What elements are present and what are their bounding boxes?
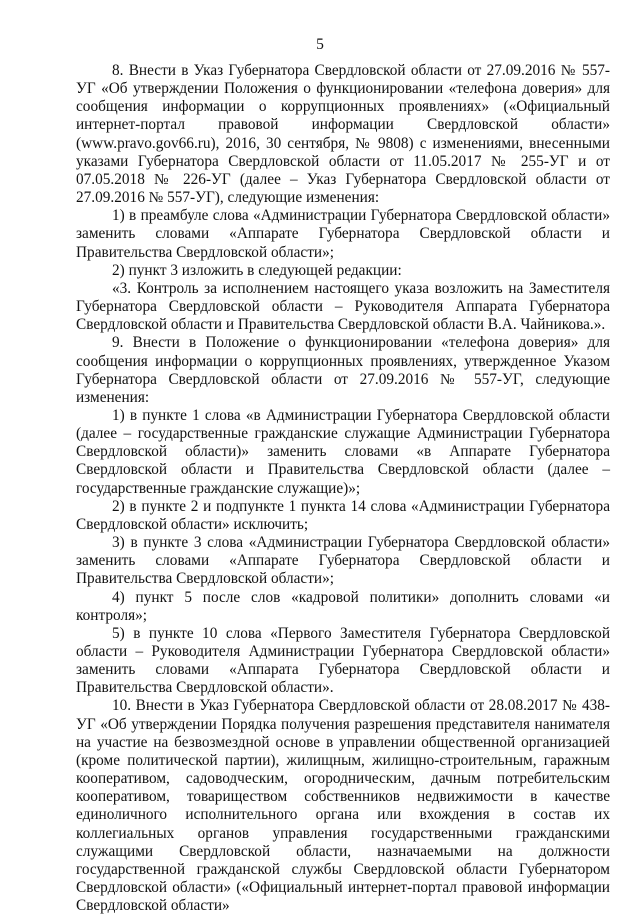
page-number: 5 xyxy=(316,36,324,53)
paragraph-item-10: 10. Внести в Указ Губернатора Свердловской области от 28.08.2017 № 438-УГ «Об утверждении Порядка получения разрешения представителя нанимателя на участие на безвозмездной основе в управлении общественной организацией (кроме политической партии), жилищным, жилищно-строительным, гаражным кооперативом, садоводческим, огородническим, дачным потребительским кооперативом, товариществом собственников недвижимости в качестве единоличного исполнительного органа или вхождения в состав их коллегиальных органов управления государственными гражданскими служащими Свердловской области, назначаемыми на должности государственной гражданской службы Свердловской области Губернатором Свердловской области» («Официальный интернет-портал правовой информации Свердловской области» xyxy=(76,697,610,915)
paragraph-item-9: 9. Внести в Положение о функционировании «телефона доверия» для сообщения информации о коррупционных проявлениях, утвержденное Указом Губернатора Свердловской области от 27.09.2016 № 557-УГ, следующие изменения: xyxy=(76,334,610,406)
paragraph-item-8-2-text: «3. Контроль за исполнением настоящего указа возложить на Заместителя Губернатора Свердловской области – Руководителя Аппарата Губернатора Свердловской области и Правительства Свердловской области В.А. Чайникова.». xyxy=(76,279,610,334)
paragraph-item-9-1: 1) в пункте 1 слова «в Администрации Губернатора Свердловской области (далее – государственные гражданские служащие Администрации Губернатора Свердловской области)» заменить словами «в Аппарате Губернатора Свердловской области и Правительства Свердловской области (далее – государственные гражданские служащие)»; xyxy=(76,406,610,497)
paragraph-item-9-5: 5) в пункте 10 слова «Первого Заместителя Губернатора Свердловской области – Руководителя Администрации Губернатора Свердловской области» заменить словами «Аппарата Губернатора Свердловской области и Правительства Свердловской области». xyxy=(76,624,610,697)
paragraph-item-9-2: 2) в пункте 2 и подпункте 1 пункта 14 слова «Администрации Губернатора Свердловской области» исключить; xyxy=(76,497,610,533)
paragraph-item-8-2: 2) пункт 3 изложить в следующей редакции: xyxy=(112,261,402,279)
paragraph-item-8-1: 1) в преамбуле слова «Администрации Губернатора Свердловской области» заменить словами «Аппарате Губернатора Свердловской области и Правительства Свердловской области»; xyxy=(76,207,610,261)
paragraph-item-9-3: 3) в пункте 3 слова «Администрации Губернатора Свердловской области» заменить словами «Аппарате Губернатора Свердловской области и Правительства Свердловской области»; xyxy=(76,534,610,588)
paragraph-item-8: 8. Внести в Указ Губернатора Свердловской области от 27.09.2016 № 557-УГ «Об утверждении Положения о функционировании «телефона доверия» для сообщения информации о коррупционных проявлениях» («Официальный интернет-портал правовой информации Свердловской области» (www.pravo.gov66.ru), 2016, 30 сентября, № 9808) с изменениями, внесенными указами Губернатора Свердловской области от 11.05.2017 № 255-УГ и от 07.05.2018 № 226-УГ (далее – Указ Губернатора Свердловской области от 27.09.2016 № 557-УГ), следующие изменения: xyxy=(76,62,610,207)
paragraph-item-9-4: 4) пункт 5 после слов «кадровой политики» дополнить словами «и контроля»; xyxy=(76,588,610,624)
document-body xyxy=(76,62,610,915)
